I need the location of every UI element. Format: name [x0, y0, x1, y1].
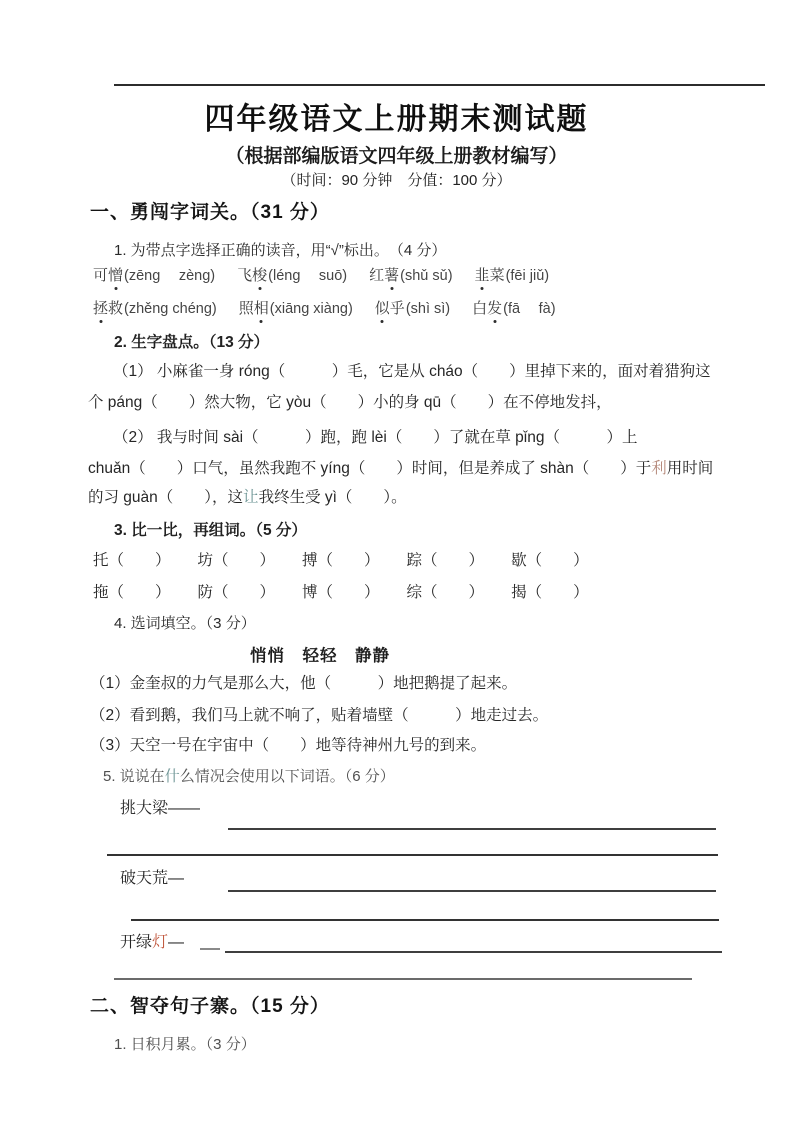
highlight-char-deng: 灯: [152, 934, 169, 951]
answer-blank-line: [228, 890, 716, 892]
section-1-heading: 一、勇闯字词关。（31 分）: [90, 202, 330, 223]
q2-part2-line3: 的习 guàn（ ），这让我终生受 yì（ ）。: [88, 489, 407, 506]
compare-word-cell: 综（ ）: [406, 584, 485, 601]
page-title: 四年级语文上册期末测试题: [204, 103, 589, 136]
highlight-char-rang: 让: [243, 489, 259, 506]
answer-blank-line: [114, 978, 692, 980]
compare-word-cell: 坊（ ）: [197, 552, 276, 569]
word-pinyin-item: 红薯(shǔ sǔ): [369, 264, 452, 285]
header-divider: [114, 84, 765, 86]
section-2-heading: 二、智夺句子寨。（15 分）: [90, 996, 330, 1017]
section2-q1-label: 1. 日积月累。（3 分）: [114, 1036, 256, 1053]
q2-part2-line1: （2） 我与时间 sài（ ）跑，跑 lèi（ ）了就在草 pǐng（ ）上: [113, 429, 638, 446]
q4-item-3: （3）天空一号在宇宙中（ ）地等待神州九号的到来。: [90, 737, 487, 754]
q1-label: 1. 为带点字选择正确的读音，用“√”标出。 （4 分）: [114, 242, 447, 259]
compare-word-cell: 托（ ）: [93, 552, 171, 569]
word-pinyin-item: 照相(xiāng xiàng): [239, 297, 353, 318]
answer-blank-line: [225, 951, 722, 953]
word-pinyin-item: 韭菜(fēi jiǔ): [475, 264, 550, 285]
q2-part2-line2: chuǎn（ ）口气，虽然我跑不 yíng（ ）时间，但是养成了 shàn（ ）于利用时间: [88, 460, 714, 477]
compare-word-cell: 歇（ ）: [511, 552, 589, 569]
q3-label: 3. 比一比，再组词。（5 分）: [114, 522, 307, 539]
q2-part1-line1: （1） 小麻雀一身 róng（ ）毛，它是从 cháo（ ）里掉下来的，面对着猎狗这: [113, 363, 711, 380]
word-pinyin-item: 飞梭(léng suō): [237, 264, 347, 285]
exam-time-score: （时间：90 分钟 分值：100 分）: [281, 172, 512, 189]
page-subtitle: （根据部编版语文四年级上册教材编写）: [225, 146, 568, 167]
answer-blank-line: [228, 828, 716, 830]
q4-word-bank: 悄悄 轻轻 静静: [250, 647, 390, 665]
idiom-kai-lv-deng: 开绿灯—: [120, 934, 185, 951]
compare-word-cell: 博（ ）: [302, 584, 380, 601]
q4-item-1: （1）金奎叔的力气是那么大，他（ ）地把鹅提了起来。: [90, 675, 518, 692]
q4-label: 4. 选词填空。（3 分）: [114, 615, 256, 632]
word-pinyin-item: 可憎(zēng zèng): [93, 264, 215, 285]
highlight-char-li: 利: [651, 460, 667, 477]
highlight-char-shen: 什: [164, 768, 180, 785]
compare-word-cell: 拖（ ）: [93, 584, 171, 601]
q4-item-2: （2）看到鹅，我们马上就不响了，贴着墙壁（ ）地走过去。: [90, 707, 549, 724]
q3-row-1: [93, 548, 589, 570]
answer-blank-line: [131, 919, 719, 921]
q5-label: 5. 说说在什么情况会使用以下词语。（6 分）: [103, 768, 395, 785]
q2-label: 2. 生字盘点。（13 分）: [114, 334, 270, 351]
compare-word-cell: 搏（ ）: [302, 552, 380, 569]
compare-word-cell: 踪（ ）: [406, 552, 485, 569]
word-pinyin-item: 白发(fā fà): [472, 297, 555, 318]
q2-part1-line2: 个 páng（ ）然大物，它 yòu（ ）小的身 qū（ ）在不停地发抖，: [88, 394, 612, 411]
word-pinyin-item: 拯救(zhěng chéng): [93, 297, 217, 318]
answer-blank-line: [107, 854, 718, 856]
compare-word-cell: 防（ ）: [197, 584, 276, 601]
q1-pinyin-row-2: [93, 297, 556, 318]
word-pinyin-item: 似乎(shì sì): [375, 297, 450, 318]
idiom-tiao-da-liang: 挑大梁——: [120, 800, 201, 817]
q3-row-2: [93, 580, 589, 602]
compare-word-cell: 揭（ ）: [511, 584, 589, 601]
q1-pinyin-row-1: [93, 264, 549, 285]
small-line-artifact: [200, 948, 220, 950]
idiom-po-tian-huang: 破天荒—: [120, 870, 185, 887]
